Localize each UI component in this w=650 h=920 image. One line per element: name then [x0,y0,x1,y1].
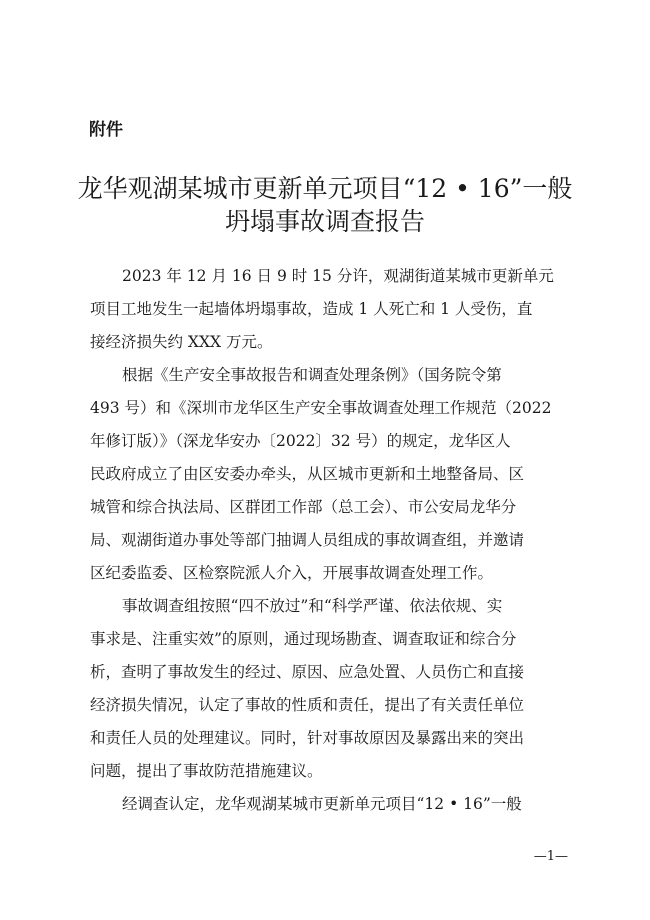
paragraph-line: 区纪委监委、区检察院派人介入，开展事故调查处理工作。 [90,564,494,582]
paragraph-line: 经济损失情况，认定了事故的性质和责任，提出了有关责任单位 [90,696,525,714]
report-title-line-1: 龙华观湖某城市更新单元项目“12 • 16”一般 [77,174,573,203]
attachment-label: 附件 [89,120,123,140]
paragraph-line: 年修订版）》（深龙华安办〔2022〕32 号）的规定，龙华区人 [90,432,511,450]
paragraph-line: 民政府成立了由区安委办牵头，从区城市更新和土地整备局、区 [90,465,525,483]
paragraph-line: 2023 年 12 月 16 日 9 时 15 分许，观湖街道某城市更新单元 [122,267,554,285]
paragraph-line: 局、观湖街道办事处等部门抽调人员组成的事故调查组，并邀请 [90,531,525,549]
paragraph-line: 城管和综合执法局、区群团工作部（总工会）、市公安局龙华分 [90,498,517,516]
page-number: —1— [533,849,568,864]
paragraph-line: 经调查认定，龙华观湖某城市更新单元项目“12 • 16”一般 [122,795,522,813]
paragraph-line: 析，查明了事故发生的经过、原因、应急处置、人员伤亡和直接 [90,663,525,681]
paragraph-line: 接经济损失约 XXX 万元。 [90,333,273,351]
paragraph-line: 问题，提出了事故防范措施建议。 [90,762,323,780]
report-title-line-2: 坍塌事故调查报告 [224,207,425,236]
paragraph-line: 事故调查组按照“四不放过”和“科学严谨、依法依规、实 [122,597,503,615]
paragraph-line: 事求是、注重实效”的原则，通过现场勘查、调查取证和综合分 [90,630,517,648]
paragraph-line: 和责任人员的处理建议。同时，针对事故原因及暴露出来的突出 [90,729,525,747]
paragraph-line: 根据《生产安全事故报告和调查处理条例》（国务院令第 [122,366,502,384]
paragraph-line: 493 号）和《深圳市龙华区生产安全事故调查处理工作规范（2022 [90,399,552,417]
paragraph-line: 项目工地发生一起墙体坍塌事故，造成 1 人死亡和 1 人受伤，直 [90,300,533,318]
